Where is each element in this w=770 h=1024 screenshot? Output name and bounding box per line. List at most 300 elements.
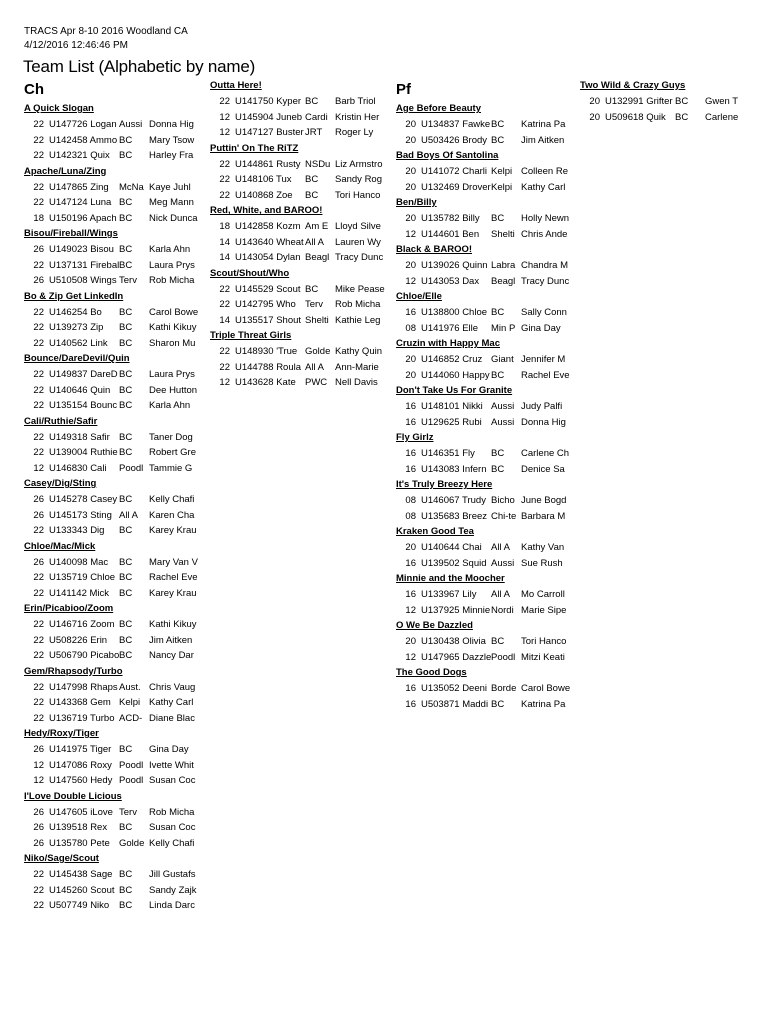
dog-row <box>24 133 210 149</box>
dog-row <box>24 617 210 633</box>
dog-breed: Nordi <box>491 604 514 616</box>
dog-breed: Aust. <box>119 681 141 693</box>
handler-name: Diane Blac <box>149 712 195 724</box>
dog-reg-name: U144788 Roula <box>235 361 302 373</box>
team-block <box>24 414 210 477</box>
jump-height: 22 <box>33 259 44 271</box>
jump-height: 22 <box>33 525 44 536</box>
dog-row <box>396 211 576 227</box>
dog-reg-name: U147865 Zing <box>49 181 109 193</box>
dog-breed: BC <box>491 463 505 475</box>
dog-breed: Am E <box>305 221 329 232</box>
dog-breed: BC <box>675 111 689 123</box>
dog-row <box>24 633 210 649</box>
dog-reg-name: U147086 Roxy <box>49 759 112 771</box>
jump-height: 12 <box>405 275 416 287</box>
handler-name: Jennifer M <box>521 354 566 365</box>
dog-reg-name: U135517 Shout <box>235 314 302 326</box>
dog-reg-name: U132469 Drover <box>421 181 491 193</box>
jump-height: 20 <box>405 369 416 381</box>
dog-row <box>24 883 210 899</box>
team-block <box>210 78 394 141</box>
jump-height: 14 <box>219 236 230 248</box>
dog-row <box>396 509 576 525</box>
dog-reg-name: U141142 Mick <box>49 587 110 599</box>
team-name: Ben/Billy <box>396 197 437 208</box>
dog-reg-name: U148101 Nikki <box>421 401 483 412</box>
print-timestamp: 4/12/2016 12:46:46 PM <box>24 40 128 51</box>
team-block <box>396 383 576 430</box>
team-name: Hedy/Roxy/Tiger <box>24 728 99 739</box>
handler-name: Kathie Leg <box>335 314 381 326</box>
jump-height: 12 <box>33 775 44 786</box>
dog-reg-name: U146067 Trudy <box>421 495 486 506</box>
jump-height: 20 <box>405 542 416 553</box>
dog-reg-name: U149023 Bisou <box>49 244 114 255</box>
dog-breed: BC <box>119 572 133 583</box>
team-block <box>24 726 210 789</box>
dog-row <box>24 305 210 321</box>
dog-row <box>24 586 210 602</box>
team-block <box>396 618 576 665</box>
dog-row <box>24 555 210 571</box>
team-name: Cali/Ruthie/Safir <box>24 415 98 427</box>
dog-breed: BC <box>675 96 689 107</box>
dog-reg-name: U140098 Mac <box>49 556 109 568</box>
dog-breed: Terv <box>119 275 137 286</box>
team-block <box>210 266 394 329</box>
dog-row <box>396 681 576 697</box>
dog-row <box>24 758 210 774</box>
dog-reg-name: U135154 Bounc <box>49 400 118 411</box>
dog-breed: BC <box>119 244 133 255</box>
dog-row <box>210 157 394 173</box>
dog-breed: Golde <box>305 346 331 357</box>
dog-breed: BC <box>119 212 133 224</box>
dog-row <box>396 227 576 243</box>
jump-height: 22 <box>219 96 230 107</box>
dog-reg-name: U144601 Ben <box>421 228 480 240</box>
handler-name: Chris Ande <box>521 228 568 240</box>
dog-row <box>396 462 576 478</box>
dog-reg-name: U141975 Tiger <box>49 744 112 755</box>
dog-reg-name: U143053 Dax <box>421 275 480 287</box>
team-block <box>396 571 576 618</box>
jump-height: 20 <box>405 134 416 146</box>
dog-reg-name: U139026 Quinn <box>421 260 488 271</box>
dog-row <box>210 219 394 235</box>
handler-name: Chandra M <box>521 260 568 271</box>
dog-breed: Beagl <box>491 275 516 287</box>
dog-reg-name: U142858 Kozm <box>235 221 301 232</box>
handler-name: Lauren Wy <box>335 236 381 248</box>
handler-name: Mary Van V <box>149 556 198 568</box>
dog-reg-name: U503426 Brody <box>421 134 488 146</box>
dog-breed: ACD- <box>119 712 143 724</box>
team-name: Age Before Beauty <box>396 103 481 114</box>
jump-height: 22 <box>33 884 44 896</box>
dog-breed: Min P <box>491 322 516 334</box>
team-name: Chloe/Mac/Mick <box>24 540 96 552</box>
dog-row <box>396 603 576 619</box>
handler-name: Kathy Van <box>521 542 565 553</box>
dog-reg-name: U506790 Picabo <box>49 650 119 661</box>
handler-name: Liz Armstro <box>335 158 383 170</box>
jump-height: 18 <box>33 212 44 224</box>
dog-breed: BC <box>119 634 133 646</box>
dog-row <box>396 415 576 431</box>
team-block <box>24 289 210 352</box>
dog-reg-name: U142795 Who <box>235 299 296 310</box>
dog-reg-name: U143628 Kate <box>235 377 296 388</box>
dog-reg-name: U510508 Wings <box>49 275 117 286</box>
jump-height: 12 <box>219 377 230 388</box>
team-column-2 <box>210 78 394 391</box>
handler-name: June Bogd <box>521 495 567 506</box>
dog-row <box>396 133 576 149</box>
dog-reg-name: U141072 Charli <box>421 166 488 177</box>
dog-breed: Kelpi <box>491 166 513 177</box>
jump-height: 22 <box>219 158 230 170</box>
jump-height: 22 <box>33 869 44 880</box>
jump-height: 22 <box>33 634 44 646</box>
jump-height: 08 <box>405 322 416 334</box>
dog-reg-name: U132991 Grifter <box>605 96 673 107</box>
jump-height: 20 <box>405 166 416 177</box>
jump-height: 26 <box>33 556 44 568</box>
dog-breed: BC <box>119 900 133 911</box>
dog-reg-name: U141976 Elle <box>421 322 479 334</box>
dog-row <box>24 242 210 258</box>
dog-reg-name: U139004 Ruthie <box>49 447 118 458</box>
dog-breed: BC <box>305 283 319 295</box>
jump-height: 22 <box>33 369 44 380</box>
handler-name: Marie Sipe <box>521 604 567 616</box>
handler-name: Donna Hig <box>521 416 566 428</box>
dog-reg-name: U507749 Niko <box>49 900 110 911</box>
jump-height: 16 <box>405 448 416 459</box>
team-block <box>24 539 210 602</box>
dog-row <box>24 648 210 664</box>
jump-height: 20 <box>405 119 416 130</box>
jump-height: 26 <box>33 744 44 755</box>
dog-reg-name: U508226 Erin <box>49 634 108 646</box>
dog-breed: BC <box>119 822 133 833</box>
handler-name: Sandy Rog <box>335 174 383 185</box>
dog-row <box>24 273 210 289</box>
dog-breed: Cardi <box>305 111 328 123</box>
jump-height: 26 <box>33 275 44 286</box>
dog-reg-name: U140868 Zoe <box>235 189 293 201</box>
dog-reg-name: U133343 Dig <box>49 525 105 536</box>
dog-breed: BC <box>491 636 505 647</box>
dog-reg-name: U142458 Ammo <box>49 134 118 146</box>
dog-reg-name: U145438 Sage <box>49 869 113 880</box>
dog-breed: BC <box>119 556 133 568</box>
handler-name: Sue Rush <box>521 557 563 569</box>
class-heading-ch: Ch <box>24 81 44 98</box>
dog-breed: BC <box>119 197 133 208</box>
jump-height: 22 <box>33 400 44 411</box>
team-block <box>24 101 210 164</box>
jump-height: 08 <box>405 495 416 506</box>
dog-breed: NSDu <box>305 158 331 170</box>
dog-breed: All A <box>119 509 139 521</box>
dog-breed: Borde <box>491 683 517 694</box>
dog-reg-name: U147965 Dazzle <box>421 651 491 663</box>
jump-height: 14 <box>219 314 230 326</box>
dog-row <box>396 446 576 462</box>
dog-breed: Terv <box>119 806 137 818</box>
dog-row <box>210 172 394 188</box>
team-name: Bo & Zip Get LinkedIn <box>24 290 124 302</box>
dog-row <box>24 320 210 336</box>
jump-height: 22 <box>33 322 44 333</box>
dog-reg-name: U509618 Quik <box>605 111 666 123</box>
event-name: TRACS Apr 8-10 2016 Woodland CA <box>24 26 188 37</box>
team-block <box>396 195 576 242</box>
team-name: Gem/Rhapsody/Turbo <box>24 665 123 677</box>
handler-name: Denice Sa <box>521 463 565 475</box>
dog-row <box>24 570 210 586</box>
dog-row <box>396 352 576 368</box>
jump-height: 26 <box>33 509 44 521</box>
dog-breed: BC <box>119 322 133 333</box>
handler-name: Susan Coc <box>149 822 196 833</box>
handler-name: Nell Davis <box>335 377 378 388</box>
handler-name: Carlene Ch <box>521 448 570 459</box>
dog-breed: BC <box>119 447 133 458</box>
handler-name: Susan Coc <box>149 775 196 786</box>
team-name: Cruzin with Happy Mac <box>396 338 500 349</box>
dog-breed: Beagl <box>305 252 330 263</box>
jump-height: 22 <box>33 712 44 724</box>
dog-breed: BC <box>119 884 133 896</box>
dog-breed: All A <box>491 542 511 553</box>
handler-name: Kathy Carl <box>149 697 194 708</box>
dog-breed: JRT <box>305 127 323 138</box>
dog-row <box>396 164 576 180</box>
dog-reg-name: U147998 Rhaps <box>49 681 118 693</box>
handler-name: Nancy Dar <box>149 650 194 661</box>
handler-name: Tori Hanco <box>335 189 381 201</box>
dog-breed: BC <box>119 650 133 661</box>
dog-reg-name: U148106 Tux <box>235 174 292 185</box>
handler-name: Rachel Eve <box>521 369 570 381</box>
handler-name: Carlene <box>705 111 739 123</box>
handler-name: Kathy Carl <box>521 181 566 193</box>
jump-height: 16 <box>405 401 416 412</box>
dog-row <box>24 492 210 508</box>
jump-height: 22 <box>33 119 44 130</box>
handler-name: Rachel Eve <box>149 572 198 583</box>
dog-breed: BC <box>119 525 133 536</box>
jump-height: 22 <box>33 619 44 630</box>
handler-name: Ivette Whit <box>149 759 194 771</box>
jump-height: 12 <box>219 127 230 138</box>
jump-height: 22 <box>33 681 44 693</box>
jump-height: 22 <box>33 697 44 708</box>
handler-name: Mike Pease <box>335 283 385 295</box>
handler-name: Tori Hanco <box>521 636 567 647</box>
team-name: Casey/Dig/Sting <box>24 478 97 489</box>
dog-row <box>210 375 394 391</box>
dog-breed: Kelpi <box>491 181 513 193</box>
team-name: Chloe/Elle <box>396 291 442 302</box>
dog-breed: BC <box>119 431 133 443</box>
team-name: Apache/Luna/Zing <box>24 165 107 177</box>
jump-height: 12 <box>405 651 416 663</box>
dog-row <box>396 399 576 415</box>
dog-row <box>396 650 576 666</box>
handler-name: Chris Vaug <box>149 681 196 693</box>
jump-height: 26 <box>33 837 44 849</box>
handler-name: Katrina Pa <box>521 698 566 710</box>
handler-name: Kelly Chafi <box>149 494 195 505</box>
dog-row <box>396 556 576 572</box>
team-name: Minnie and the Moocher <box>396 573 505 584</box>
handler-name: Kelly Chafi <box>149 837 195 849</box>
dog-breed: BC <box>119 400 133 411</box>
dog-row <box>396 258 576 274</box>
dog-row <box>210 235 394 251</box>
jump-height: 16 <box>405 307 416 318</box>
jump-height: 20 <box>405 260 416 271</box>
dog-row <box>396 117 576 133</box>
jump-height: 22 <box>33 197 44 208</box>
handler-name: Barb Triol <box>335 96 376 107</box>
team-block <box>396 524 576 571</box>
jump-height: 12 <box>405 228 416 240</box>
team-block <box>396 242 576 289</box>
dog-reg-name: U134837 Fawke <box>421 119 491 130</box>
dog-reg-name: U140644 Chai <box>421 542 482 553</box>
team-name: Niko/Sage/Scout <box>24 853 99 864</box>
jump-height: 12 <box>405 604 416 616</box>
dog-breed: BC <box>119 744 133 755</box>
dog-breed: BC <box>305 96 319 107</box>
dog-reg-name: U143640 Wheat <box>235 236 304 248</box>
dog-reg-name: U146716 Zoom <box>49 619 115 630</box>
dog-reg-name: U147605 iLove <box>49 806 113 818</box>
dog-row <box>396 587 576 603</box>
dog-breed: PWC <box>305 377 328 388</box>
handler-name: Rob Micha <box>149 806 195 818</box>
dog-reg-name: U144060 Happy <box>421 369 490 381</box>
team-name: Erin/Picabioo/Zoom <box>24 603 114 614</box>
handler-name: Gwen T <box>705 96 739 107</box>
team-block <box>396 477 576 524</box>
jump-height: 20 <box>405 181 416 193</box>
dog-row <box>24 180 210 196</box>
dog-reg-name: U146852 Cruz <box>421 354 483 365</box>
team-column-1 <box>24 101 210 914</box>
handler-name: Carol Bowe <box>521 683 571 694</box>
handler-name: Kristin Her <box>335 111 380 123</box>
dog-row <box>210 110 394 126</box>
dog-row <box>24 742 210 758</box>
jump-height: 22 <box>33 431 44 443</box>
dog-reg-name: U142321 Quix <box>49 150 110 161</box>
team-block <box>24 164 210 227</box>
dog-row <box>24 383 210 399</box>
team-name: O We Be Dazzled <box>396 620 473 631</box>
handler-name: Jim Aitken <box>521 134 565 146</box>
dog-row <box>210 297 394 313</box>
team-name: Puttin' On The RiTZ <box>210 142 299 154</box>
handler-name: Colleen Re <box>521 166 568 177</box>
jump-height: 22 <box>219 299 230 310</box>
dog-row <box>24 430 210 446</box>
team-block <box>396 148 576 195</box>
dog-breed: Aussi <box>119 119 143 130</box>
dog-row <box>210 360 394 376</box>
jump-height: 12 <box>33 759 44 771</box>
dog-row <box>24 805 210 821</box>
dog-row <box>24 508 210 524</box>
team-block <box>210 328 394 391</box>
dog-breed: BC <box>491 119 505 130</box>
team-column-4 <box>580 78 766 125</box>
dog-reg-name: U503871 Maddi <box>421 698 489 710</box>
handler-name: Sandy Zajk <box>149 884 197 896</box>
handler-name: Linda Darc <box>149 900 195 911</box>
dog-reg-name: U143054 Dylan <box>235 252 301 263</box>
dog-breed: BC <box>119 494 133 505</box>
dog-row <box>24 680 210 696</box>
dog-reg-name: U135780 Pete <box>49 837 110 849</box>
dog-reg-name: U139518 Rex <box>49 822 108 833</box>
handler-name: Gina Day <box>521 322 561 334</box>
dog-row <box>24 445 210 461</box>
handler-name: Barbara M <box>521 510 566 522</box>
dog-row <box>24 695 210 711</box>
dog-breed: Poodl <box>491 651 516 663</box>
jump-height: 22 <box>33 447 44 458</box>
team-name: Outta Here! <box>210 80 262 91</box>
dog-breed: Aussi <box>491 416 515 428</box>
jump-height: 22 <box>33 150 44 161</box>
dog-breed: All A <box>491 589 511 600</box>
team-name: Red, White, and BAROO! <box>210 205 323 216</box>
team-block <box>24 789 210 852</box>
jump-height: 20 <box>405 354 416 365</box>
jump-height: 22 <box>33 181 44 193</box>
dog-row <box>210 344 394 360</box>
dog-breed: BC <box>119 619 133 630</box>
jump-height: 20 <box>589 111 600 123</box>
dog-breed: Kelpi <box>119 697 141 708</box>
team-block <box>210 203 394 266</box>
dog-reg-name: U135052 Deeni <box>421 683 488 694</box>
team-name: Bad Boys Of Santolina <box>396 150 499 161</box>
handler-name: Katrina Pa <box>521 119 566 130</box>
dog-row <box>396 321 576 337</box>
jump-height: 22 <box>33 650 44 661</box>
handler-name: Karey Krau <box>149 587 197 599</box>
handler-name: Meg Mann <box>149 197 194 208</box>
dog-row <box>24 523 210 539</box>
jump-height: 22 <box>33 384 44 396</box>
dog-breed: BC <box>119 150 133 161</box>
dog-reg-name: U143083 Infern <box>421 463 487 475</box>
team-name: A Quick Slogan <box>24 103 94 114</box>
dog-row <box>396 274 576 290</box>
handler-name: Jill Gustafs <box>149 869 196 880</box>
team-block <box>396 430 576 477</box>
handler-name: Karey Krau <box>149 525 197 536</box>
dog-breed: BC <box>119 587 133 599</box>
